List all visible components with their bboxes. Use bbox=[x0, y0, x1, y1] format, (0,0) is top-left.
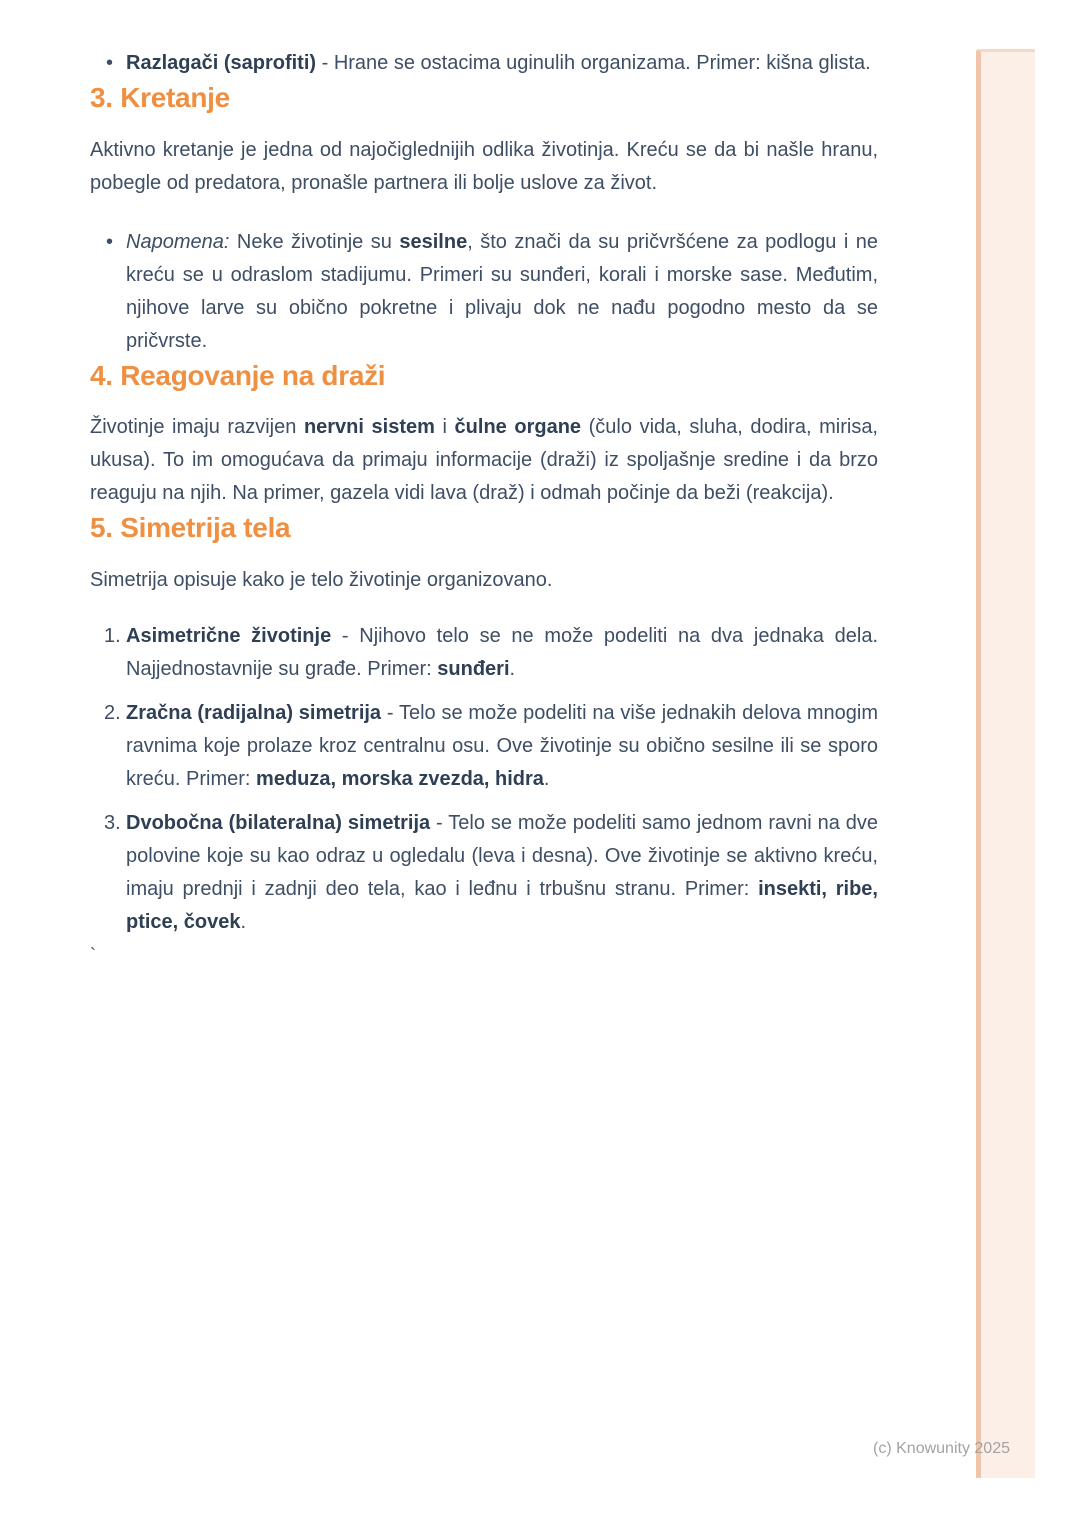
term-razlagaci: Razlagači (saprofiti) bbox=[126, 52, 317, 74]
term-dvobocna: Dvobočna (bilateralna) simetrija bbox=[126, 812, 431, 834]
text-segment: (čulo vida, sluha, dodira, mirisa, ukusa). To im omogućava da primaju informacije (draži) iz spoljašnje sredine i da brzo reaguju na njih. Na primer, gazela vidi lava (draž) i odmah počinje da beži (reakcija). bbox=[90, 416, 878, 504]
text-segment: - Hrane se ostacima uginulih organizama. Primer: kišna glista. bbox=[316, 52, 871, 74]
term-meduza-zvezda-hidra: meduza, morska zvezda, hidra bbox=[256, 768, 544, 790]
text-segment: . bbox=[543, 768, 550, 790]
text-segment: Životinje imaju razvijen bbox=[90, 416, 304, 438]
term-culne-organe: čulne organe bbox=[454, 416, 582, 438]
bullet-icon: • bbox=[106, 231, 114, 253]
copyright-watermark: (c) Knowunity 2025 bbox=[873, 1440, 1010, 1457]
stray-backtick-mark: ` bbox=[90, 945, 96, 965]
list-number: 2. bbox=[104, 702, 121, 724]
paragraph-kretanje: Aktivno kretanje je jedna od najočiglednijih odlika životinja. Kreću se da bi našle hranu, pobegle od predatora, pronašle partnera ili bolje uslove za život. bbox=[90, 139, 878, 194]
heading-kretanje: 3. Kretanje bbox=[90, 82, 230, 113]
list-item-text bbox=[126, 697, 878, 796]
heading-reagovanje: 4. Reagovanje na draži bbox=[90, 360, 386, 391]
term-sunderi: sunđeri bbox=[437, 658, 510, 680]
paragraph-simetrija: Simetrija opisuje kako je telo životinje organizovano. bbox=[90, 569, 553, 591]
bullet-item-napomena bbox=[90, 226, 878, 358]
bullet-text-razlagaci bbox=[126, 47, 878, 80]
list-number: 3. bbox=[104, 812, 121, 834]
text-segment: - Telo se može podeliti na više jednakih delova mnogim ravnima koje prolaze kroz centralnu osu. Ove životinje su obično sesilne ili se sporo kreću. Primer: bbox=[126, 702, 878, 790]
term-insekti-ribe-ptice-covek: insekti, ribe, ptice, čovek bbox=[126, 878, 878, 933]
list-number: 1. bbox=[104, 625, 121, 647]
bullet-item-razlagaci bbox=[90, 47, 878, 80]
term-zracna: Zračna (radijalna) simetrija bbox=[126, 702, 382, 724]
term-sesilne: sesilne bbox=[399, 231, 468, 253]
paragraph-reagovanje bbox=[90, 411, 878, 510]
bullet-icon: • bbox=[106, 52, 114, 74]
list-item-dvobocna bbox=[90, 807, 878, 939]
term-nervni-sistem: nervni sistem bbox=[303, 416, 435, 438]
list-item-zracna bbox=[90, 697, 878, 796]
bullet-text-napomena bbox=[126, 226, 878, 358]
decorative-side-stripe bbox=[976, 49, 1035, 1478]
text-segment: . bbox=[240, 911, 247, 933]
text-segment: - Njihovo telo se ne može podeliti na dva jednaka dela. Najjednostavnije su građe. Primer: bbox=[126, 625, 878, 680]
text-segment: i bbox=[434, 416, 455, 438]
term-asimetricne: Asimetrične životinje bbox=[126, 625, 332, 647]
text-segment: . bbox=[509, 658, 516, 680]
text-segment: - Telo se može podeliti samo jednom ravni na dve polovine koje su kao odraz u ogledalu (leva i desna). Ove životinje se aktivno kreću, imaju prednji i zadnji deo tela, kao i leđnu i trbušnu stranu. Primer: bbox=[126, 812, 879, 900]
text-segment: Neke životinje su bbox=[229, 231, 400, 253]
list-item-text bbox=[126, 620, 878, 686]
text-segment: , što znači da su pričvršćene za podlogu i ne kreću se u odraslom stadijumu. Primeri su sunđeri, korali i morske sase. Međutim, njihove larve su obično pokretne i plivaju dok ne nađu pogodno mesto da se pričvrste. bbox=[126, 231, 879, 352]
list-item-asimetricne bbox=[90, 620, 878, 686]
heading-simetrija: 5. Simetrija tela bbox=[90, 512, 291, 543]
napomena-label: Napomena: bbox=[126, 231, 230, 253]
list-item-text bbox=[126, 807, 878, 939]
